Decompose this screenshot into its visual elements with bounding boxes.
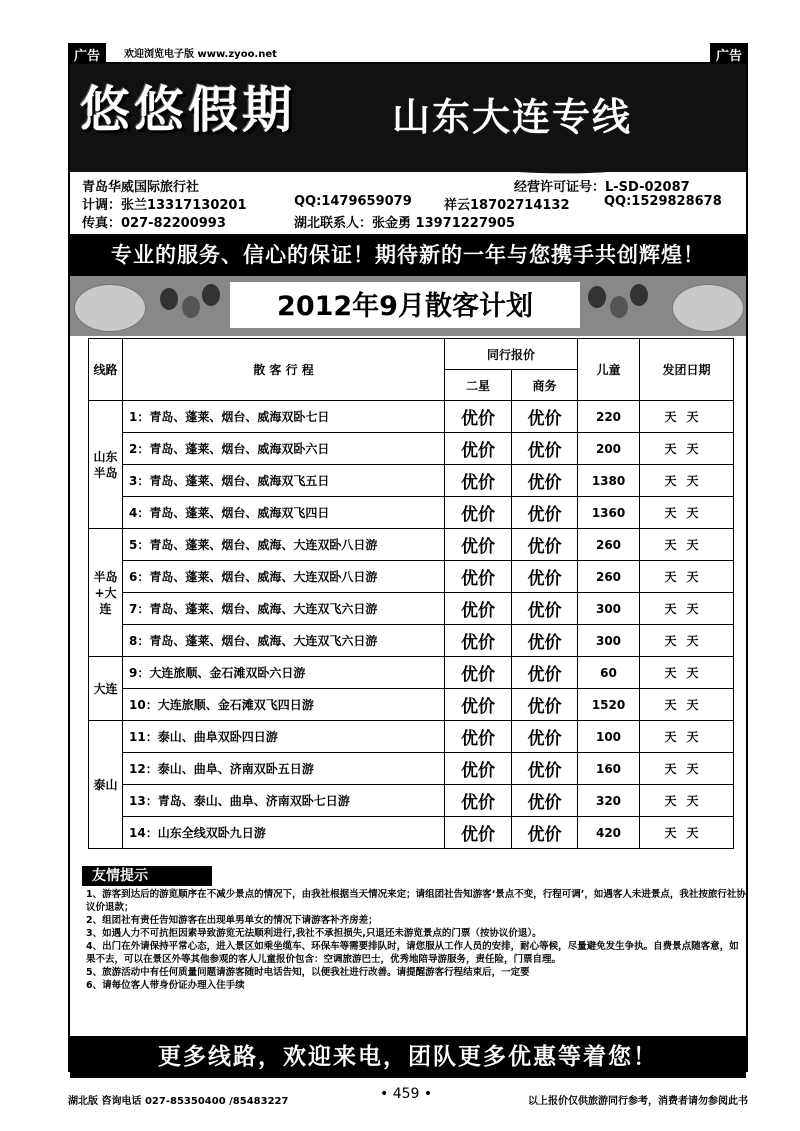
tip-item: 1、游客到达后的游览顺序在不减少景点的情况下，由我社根据当天情况来定；请组团社告知游客‘景点不变，行程可调’，如遇客人未进景点，我社按旅行社协议价退款；	[86, 889, 746, 913]
group-label: 山东半岛	[89, 401, 123, 529]
departure-date: 天天	[640, 497, 734, 529]
two-star-price: 优价	[445, 721, 512, 753]
license-number: 经营许可证号：L-SD-02087	[514, 180, 690, 195]
contact-planner: 计调：张兰13317130201	[82, 198, 247, 213]
two-star-price: 优价	[445, 753, 512, 785]
footer-disclaimer: 以上报价仅供旅游同行参考，消费者请勿参阅此书	[528, 1096, 748, 1107]
footer-hotline: 湖北版 咨询电话 027-85350400 /85483227	[68, 1096, 289, 1107]
route-cell: 3：青岛、蓬莱、烟台、威海双飞五日	[123, 465, 445, 497]
business-price: 优价	[512, 657, 578, 689]
site-url[interactable]: 欢迎浏览电子版 www.zyoo.net	[124, 49, 277, 60]
business-price: 优价	[512, 593, 578, 625]
banner-wave	[70, 140, 746, 180]
child-price: 160	[578, 753, 640, 785]
business-price: 优价	[512, 561, 578, 593]
two-star-price: 优价	[445, 465, 512, 497]
business-price: 优价	[512, 401, 578, 433]
route-cell: 4：青岛、蓬莱、烟台、威海双飞四日	[123, 497, 445, 529]
child-price: 420	[578, 817, 640, 849]
departure-date: 天天	[640, 721, 734, 753]
table-row	[89, 753, 734, 785]
business-price: 优价	[512, 689, 578, 721]
contact-qq-1: QQ:1479659079	[294, 194, 412, 209]
business-price: 优价	[512, 817, 578, 849]
business-price: 优价	[512, 433, 578, 465]
contact-hubei: 湖北联系人：张金勇 13971227905	[294, 216, 516, 231]
route-cell: 14：山东全线双卧九日游	[123, 817, 445, 849]
slogan-banner: 专业的服务、信心的保证！期待新的一年与您携手共创辉煌！	[70, 234, 746, 276]
balloon-icon	[202, 284, 220, 306]
table-row	[89, 433, 734, 465]
group-label: 泰山	[89, 721, 123, 849]
ad-tag-right: 广告	[710, 43, 748, 66]
ad-tag-left: 广告	[68, 43, 106, 66]
contact-qq-2: QQ:1529828678	[604, 194, 722, 209]
contact-xiangyun: 祥云18702714132	[444, 198, 570, 213]
child-price: 320	[578, 785, 640, 817]
route-cell: 9：大连旅顺、金石滩双卧六日游	[123, 657, 445, 689]
child-price: 300	[578, 625, 640, 657]
business-price: 优价	[512, 753, 578, 785]
tip-item: 5、旅游活动中有任何质量问题请游客随时电话告知，以便我社进行改善。请提醒游客行程结束后，一定要	[86, 967, 530, 978]
child-price: 1520	[578, 689, 640, 721]
child-price: 300	[578, 593, 640, 625]
tips-label: 友情提示	[82, 866, 212, 886]
business-price: 优价	[512, 529, 578, 561]
tips-list	[86, 888, 746, 992]
page-number: • 459 •	[380, 1086, 433, 1102]
table-row	[89, 465, 734, 497]
header-business: 商务	[512, 370, 578, 401]
two-star-price: 优价	[445, 785, 512, 817]
child-price: 260	[578, 561, 640, 593]
departure-date: 天天	[640, 625, 734, 657]
route-cell: 12：泰山、曲阜、济南双卧五日游	[123, 753, 445, 785]
child-price: 1360	[578, 497, 640, 529]
two-star-price: 优价	[445, 561, 512, 593]
balloon-icon	[160, 288, 178, 310]
route-cell: 10：大连旅顺、金石滩双飞四日游	[123, 689, 445, 721]
two-star-price: 优价	[445, 689, 512, 721]
flower-decoration-right	[672, 284, 744, 332]
departure-date: 天天	[640, 433, 734, 465]
child-price: 1380	[578, 465, 640, 497]
route-cell: 5：青岛、蓬莱、烟台、威海、大连双卧八日游	[123, 529, 445, 561]
tour-table	[88, 338, 734, 849]
footer-banner: 更多线路，欢迎来电，团队更多优惠等着您！	[70, 1036, 746, 1078]
two-star-price: 优价	[445, 657, 512, 689]
two-star-price: 优价	[445, 593, 512, 625]
table-row	[89, 497, 734, 529]
child-price: 260	[578, 529, 640, 561]
table-row	[89, 625, 734, 657]
business-price: 优价	[512, 721, 578, 753]
table-row	[89, 593, 734, 625]
table-row	[89, 561, 734, 593]
business-price: 优价	[512, 497, 578, 529]
child-price: 220	[578, 401, 640, 433]
group-label: 半岛+大连	[89, 529, 123, 657]
child-price: 200	[578, 433, 640, 465]
business-price: 优价	[512, 465, 578, 497]
agency-name: 青岛华威国际旅行社	[82, 180, 200, 195]
child-price: 100	[578, 721, 640, 753]
departure-date: 天天	[640, 785, 734, 817]
departure-date: 天天	[640, 529, 734, 561]
departure-date: 天天	[640, 401, 734, 433]
route-cell: 1：青岛、蓬莱、烟台、威海双卧七日	[123, 401, 445, 433]
two-star-price: 优价	[445, 433, 512, 465]
route-cell: 6：青岛、蓬莱、烟台、威海、大连双卧八日游	[123, 561, 445, 593]
balloon-icon	[588, 286, 606, 308]
group-label: 大连	[89, 657, 123, 721]
balloon-icon	[610, 296, 628, 318]
tip-item: 4、出门在外请保持平常心态，进入景区如乘坐缆车、环保车等需要排队时，请您服从工作人员的安排，耐心等候，尽量避免发生争执。自费景点随客意，如果不去，可以在景区外等其他参观的客人儿童报价包含：空调旅游巴士，优秀地陪导游服务，责任险，门票自理。	[86, 941, 739, 965]
balloon-icon	[630, 284, 648, 306]
header-date: 发团日期	[640, 339, 734, 401]
two-star-price: 优价	[445, 401, 512, 433]
header-route: 散 客 行 程	[123, 339, 445, 401]
tip-item: 6、请每位客人带身份证办理入住手续	[86, 980, 245, 991]
table-row	[89, 721, 734, 753]
departure-date: 天天	[640, 561, 734, 593]
route-cell: 11：泰山、曲阜双卧四日游	[123, 721, 445, 753]
departure-date: 天天	[640, 593, 734, 625]
header-two-star: 二星	[445, 370, 512, 401]
business-price: 优价	[512, 785, 578, 817]
tip-item: 2、组团社有责任告知游客在出现单男单女的情况下请游客补齐房差；	[86, 915, 378, 926]
table-row	[89, 529, 734, 561]
route-cell: 2：青岛、蓬莱、烟台、威海双卧六日	[123, 433, 445, 465]
tip-item: 3、如遇人力不可抗拒因素导致游览无法顺利进行,我社不承担损失,只退还未游览景点的门票（按协议价退）。	[86, 928, 542, 939]
child-price: 60	[578, 657, 640, 689]
departure-date: 天天	[640, 657, 734, 689]
brand-logo: 悠悠假期	[80, 80, 296, 139]
table-row	[89, 785, 734, 817]
table-row	[89, 689, 734, 721]
flower-decoration-left	[74, 284, 146, 332]
plan-title: 2012年9月散客计划	[277, 291, 533, 322]
table-row	[89, 817, 734, 849]
table-row	[89, 657, 734, 689]
two-star-price: 优价	[445, 497, 512, 529]
header-peer-price: 同行报价	[445, 339, 578, 370]
line-title: 山东大连专线	[392, 95, 633, 139]
two-star-price: 优价	[445, 529, 512, 561]
departure-date: 天天	[640, 465, 734, 497]
header-child: 儿童	[578, 339, 640, 401]
departure-date: 天天	[640, 753, 734, 785]
contact-fax: 传真：027-82200993	[82, 216, 226, 231]
departure-date: 天天	[640, 689, 734, 721]
route-cell: 13：青岛、泰山、曲阜、济南双卧七日游	[123, 785, 445, 817]
balloon-icon	[182, 296, 200, 318]
business-price: 优价	[512, 625, 578, 657]
two-star-price: 优价	[445, 625, 512, 657]
route-cell: 7：青岛、蓬莱、烟台、威海、大连双飞六日游	[123, 593, 445, 625]
departure-date: 天天	[640, 817, 734, 849]
header-line: 线路	[89, 339, 123, 401]
route-cell: 8：青岛、蓬莱、烟台、威海、大连双飞六日游	[123, 625, 445, 657]
table-row	[89, 401, 734, 433]
two-star-price: 优价	[445, 817, 512, 849]
